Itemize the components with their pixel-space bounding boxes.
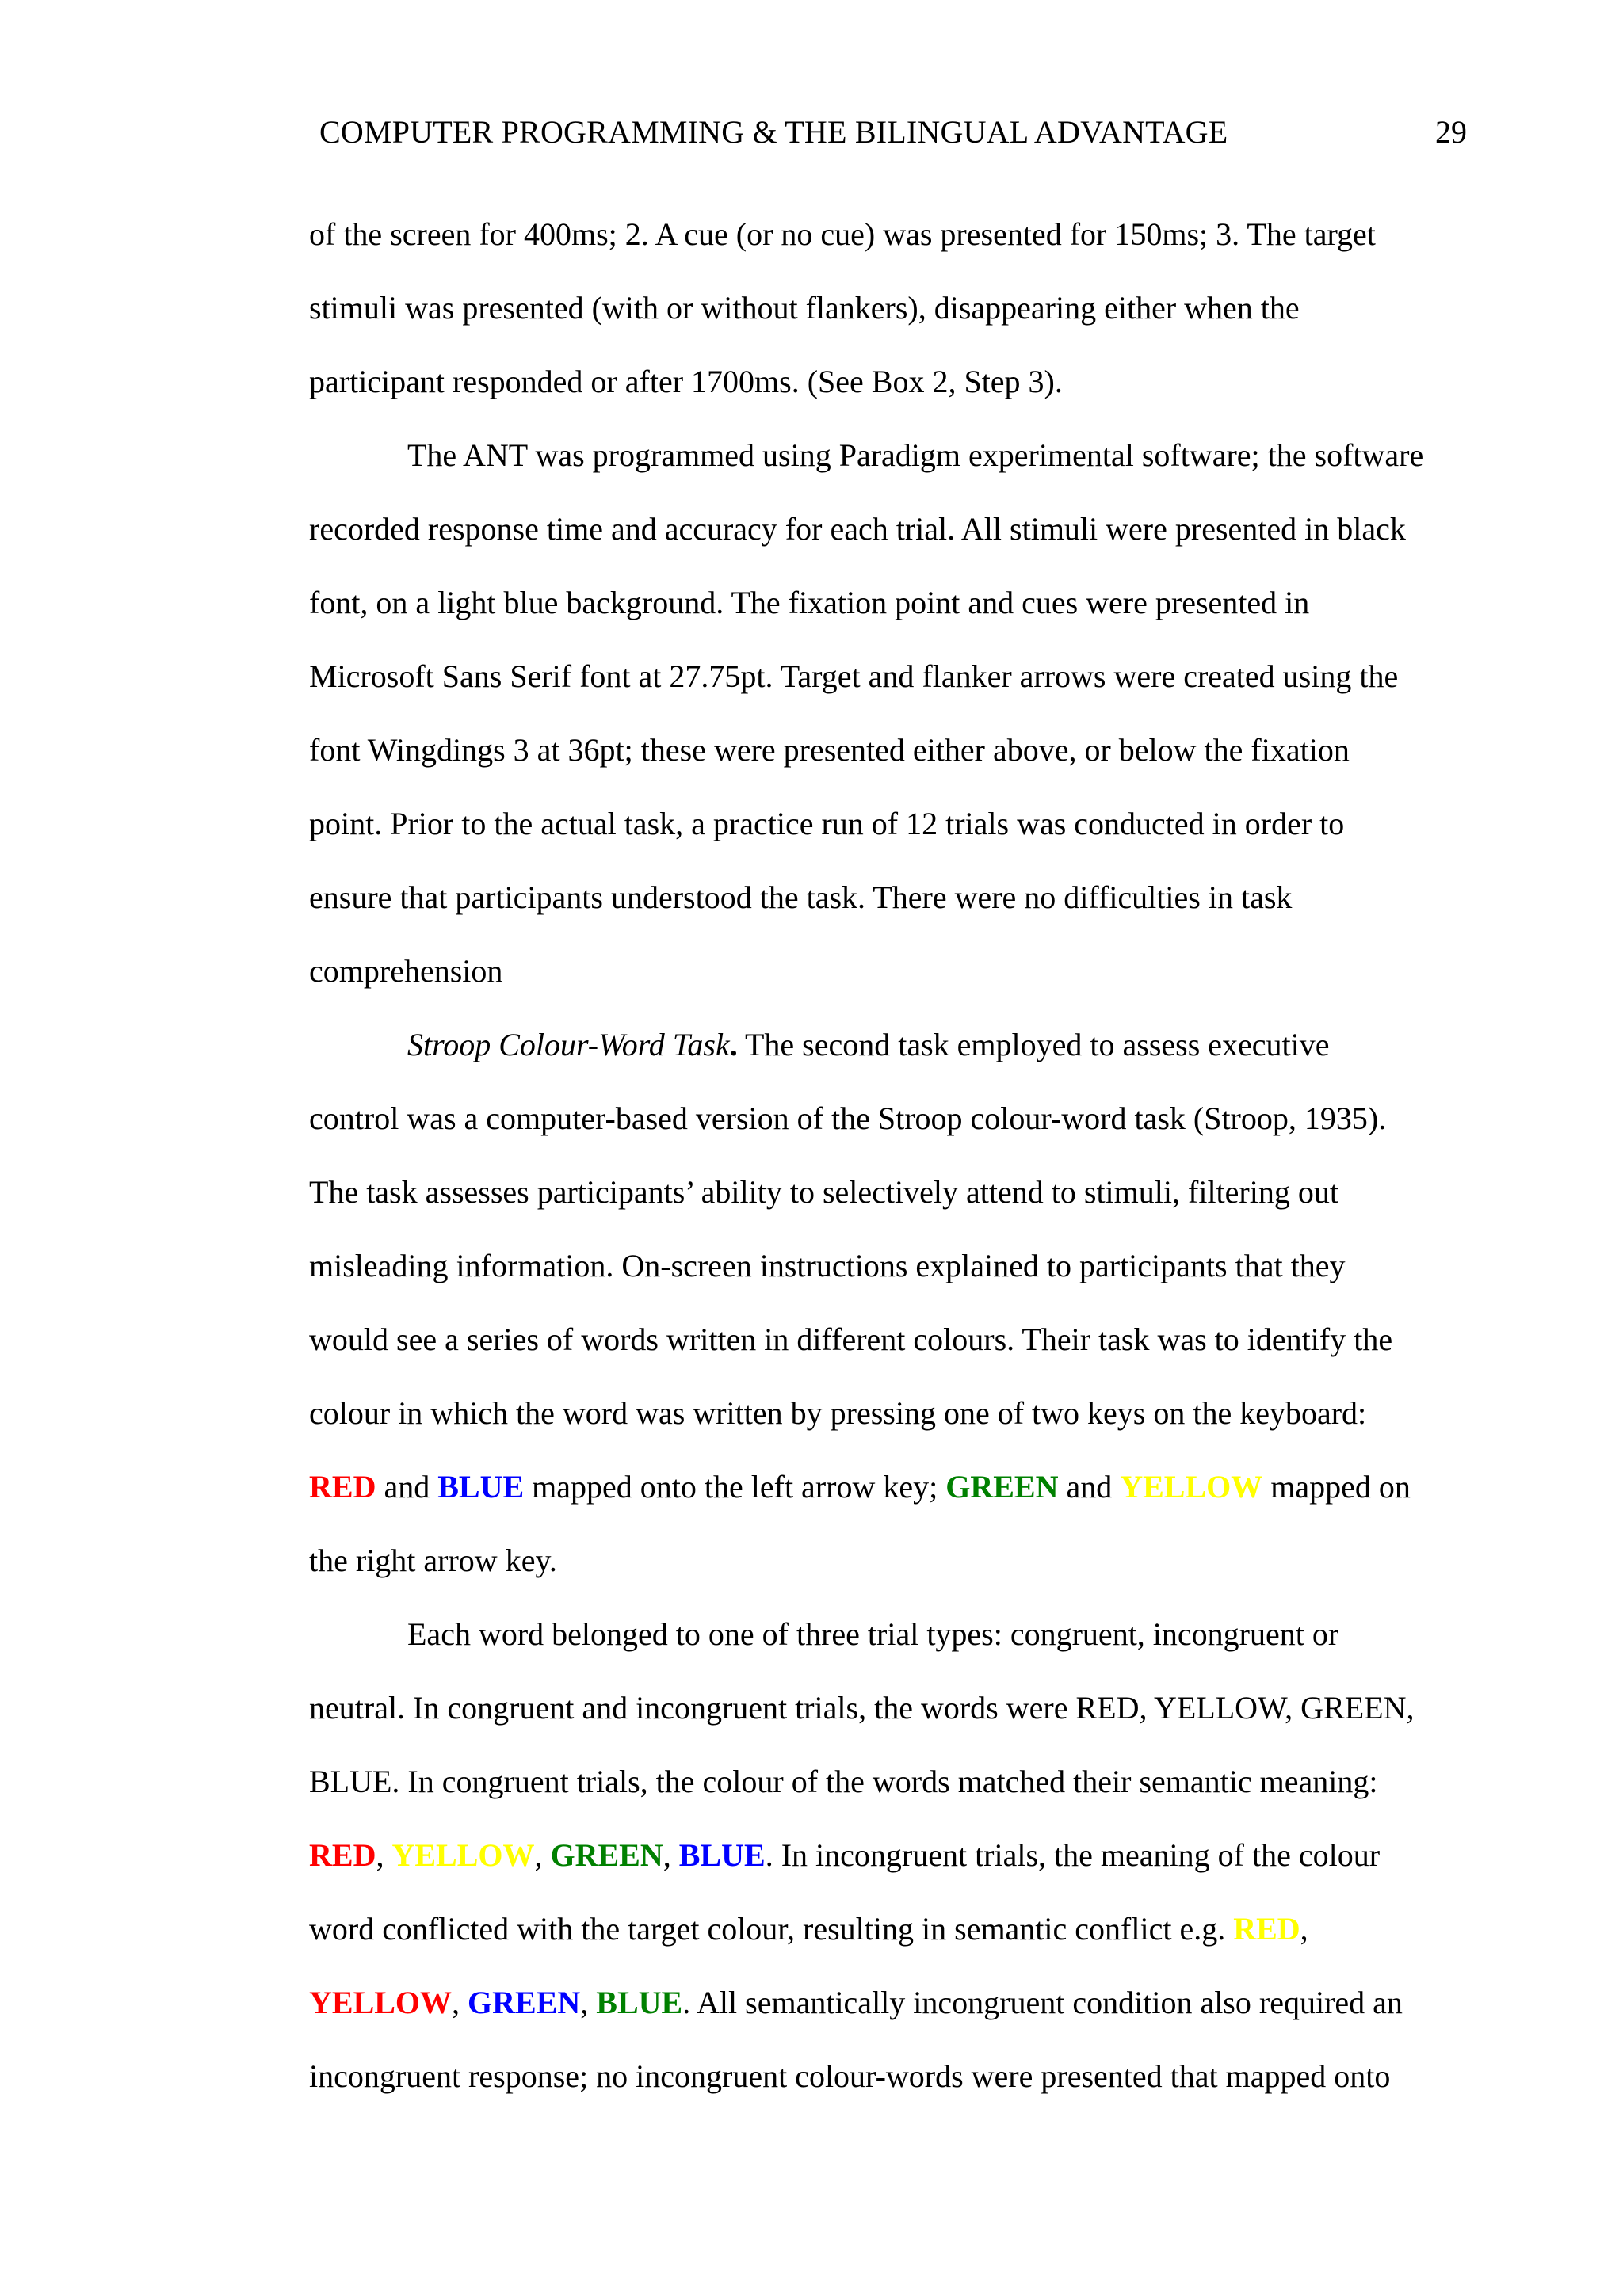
- colour-word: GREEN: [468, 1985, 581, 2020]
- text-line: [309, 728, 1466, 802]
- text-line: [309, 1023, 1466, 1097]
- text-run: and: [376, 1469, 438, 1505]
- text-run: . In incongruent trials, the meaning of the colour: [765, 1837, 1381, 1873]
- text-line: [309, 802, 1466, 875]
- text-line: [309, 1981, 1466, 2054]
- text-run: comprehension: [309, 953, 503, 989]
- text-line: [309, 1612, 1466, 1686]
- text-run: participant responded or after 1700ms. (See Box 2, Step 3).: [309, 364, 1063, 399]
- text-run: ,: [1300, 1911, 1308, 1947]
- colour-word: GREEN: [945, 1469, 1059, 1505]
- text-line: [309, 654, 1466, 728]
- text-line: [309, 949, 1466, 1023]
- text-line: [309, 581, 1466, 654]
- text-line: [309, 1391, 1466, 1465]
- text-line: [309, 1760, 1466, 1833]
- colour-word: GREEN: [550, 1837, 663, 1873]
- text-line: [309, 2054, 1466, 2128]
- text-run: point. Prior to the actual task, a practice run of 12 trials was conducted in order to: [309, 806, 1345, 841]
- text-run: and: [1058, 1469, 1121, 1505]
- text-run: mapped on: [1262, 1469, 1411, 1505]
- colour-word: YELLOW: [391, 1837, 535, 1873]
- text-run: ,: [534, 1837, 551, 1873]
- text-run: of the screen for 400ms; 2. A cue (or no cue) was presented for 150ms; 3. The target: [309, 216, 1376, 252]
- text-run: font, on a light blue background. The fixation point and cues were presented in: [309, 585, 1310, 620]
- text-run: stimuli was presented (with or without flankers), disappearing either when the: [309, 290, 1300, 326]
- text-line: [309, 1686, 1466, 1760]
- text-run: The task assesses participants’ ability to selectively attend to stimuli, filtering out: [309, 1174, 1338, 1210]
- text-line: [309, 1318, 1466, 1391]
- colour-word: BLUE: [437, 1469, 525, 1505]
- running-head: COMPUTER PROGRAMMING & THE BILINGUAL ADVANTAGE: [319, 114, 1228, 150]
- text-line: [309, 1097, 1466, 1170]
- section-heading: Stroop Colour-Word Task: [407, 1027, 730, 1062]
- text-run: The second task employed to assess executive: [737, 1027, 1330, 1062]
- text-run: . All semantically incongruent condition also required an: [682, 1985, 1403, 2020]
- text-line: [309, 1539, 1466, 1612]
- text-run: neutral. In congruent and incongruent trials, the words were RED, YELLOW, GREEN,: [309, 1690, 1415, 1726]
- text-line: [309, 1465, 1466, 1539]
- text-run: ensure that participants understood the task. There were no difficulties in task: [309, 879, 1293, 915]
- text-run: misleading information. On-screen instructions explained to participants that they: [309, 1248, 1346, 1283]
- text-line: [309, 360, 1466, 433]
- text-run: incongruent response; no incongruent colour-words were presented that mapped onto: [309, 2058, 1391, 2094]
- text-line: [309, 507, 1466, 581]
- text-run: ,: [580, 1985, 597, 2020]
- text-run: word conflicted with the target colour, resulting in semantic conflict e.g.: [309, 1911, 1234, 1947]
- text-line: [309, 286, 1466, 360]
- text-run: ,: [452, 1985, 468, 2020]
- colour-word: YELLOW: [309, 1985, 453, 2020]
- text-run: recorded response time and accuracy for each trial. All stimuli were presented in black: [309, 511, 1406, 547]
- text-run: BLUE. In congruent trials, the colour of the words matched their semantic meaning:: [309, 1764, 1378, 1799]
- text-run: colour in which the word was written by pressing one of two keys on the keyboard:: [309, 1395, 1367, 1431]
- text-line: [309, 1907, 1466, 1981]
- colour-word: RED: [309, 1469, 376, 1505]
- text-run: the right arrow key.: [309, 1543, 557, 1578]
- body-text: [309, 212, 1466, 2128]
- text-line: [309, 433, 1466, 507]
- colour-word: YELLOW: [1120, 1469, 1263, 1505]
- text-line: [309, 1170, 1466, 1244]
- text-run: The ANT was programmed using Paradigm experimental software; the software: [407, 437, 1424, 473]
- text-run: ,: [376, 1837, 392, 1873]
- text-run: font Wingdings 3 at 36pt; these were presented either above, or below the fixation: [309, 732, 1350, 768]
- page-number: 29: [1435, 114, 1467, 150]
- text-line: [309, 1833, 1466, 1907]
- text-run: control was a computer-based version of the Stroop colour-word task (Stroop, 1935).: [309, 1100, 1387, 1136]
- text-line: [309, 875, 1466, 949]
- heading-period: .: [729, 1027, 738, 1062]
- colour-word: BLUE: [678, 1837, 766, 1873]
- text-line: [309, 212, 1466, 286]
- text-run: Microsoft Sans Serif font at 27.75pt. Target and flanker arrows were created using the: [309, 658, 1399, 694]
- colour-word: RED: [1233, 1911, 1300, 1947]
- text-run: Each word belonged to one of three trial types: congruent, incongruent or: [407, 1616, 1339, 1652]
- colour-word: RED: [309, 1837, 376, 1873]
- text-line: [309, 1244, 1466, 1318]
- text-run: would see a series of words written in different colours. Their task was to identify the: [309, 1322, 1393, 1357]
- colour-word: BLUE: [596, 1985, 683, 2020]
- text-run: mapped onto the left arrow key;: [524, 1469, 946, 1505]
- text-run: ,: [663, 1837, 679, 1873]
